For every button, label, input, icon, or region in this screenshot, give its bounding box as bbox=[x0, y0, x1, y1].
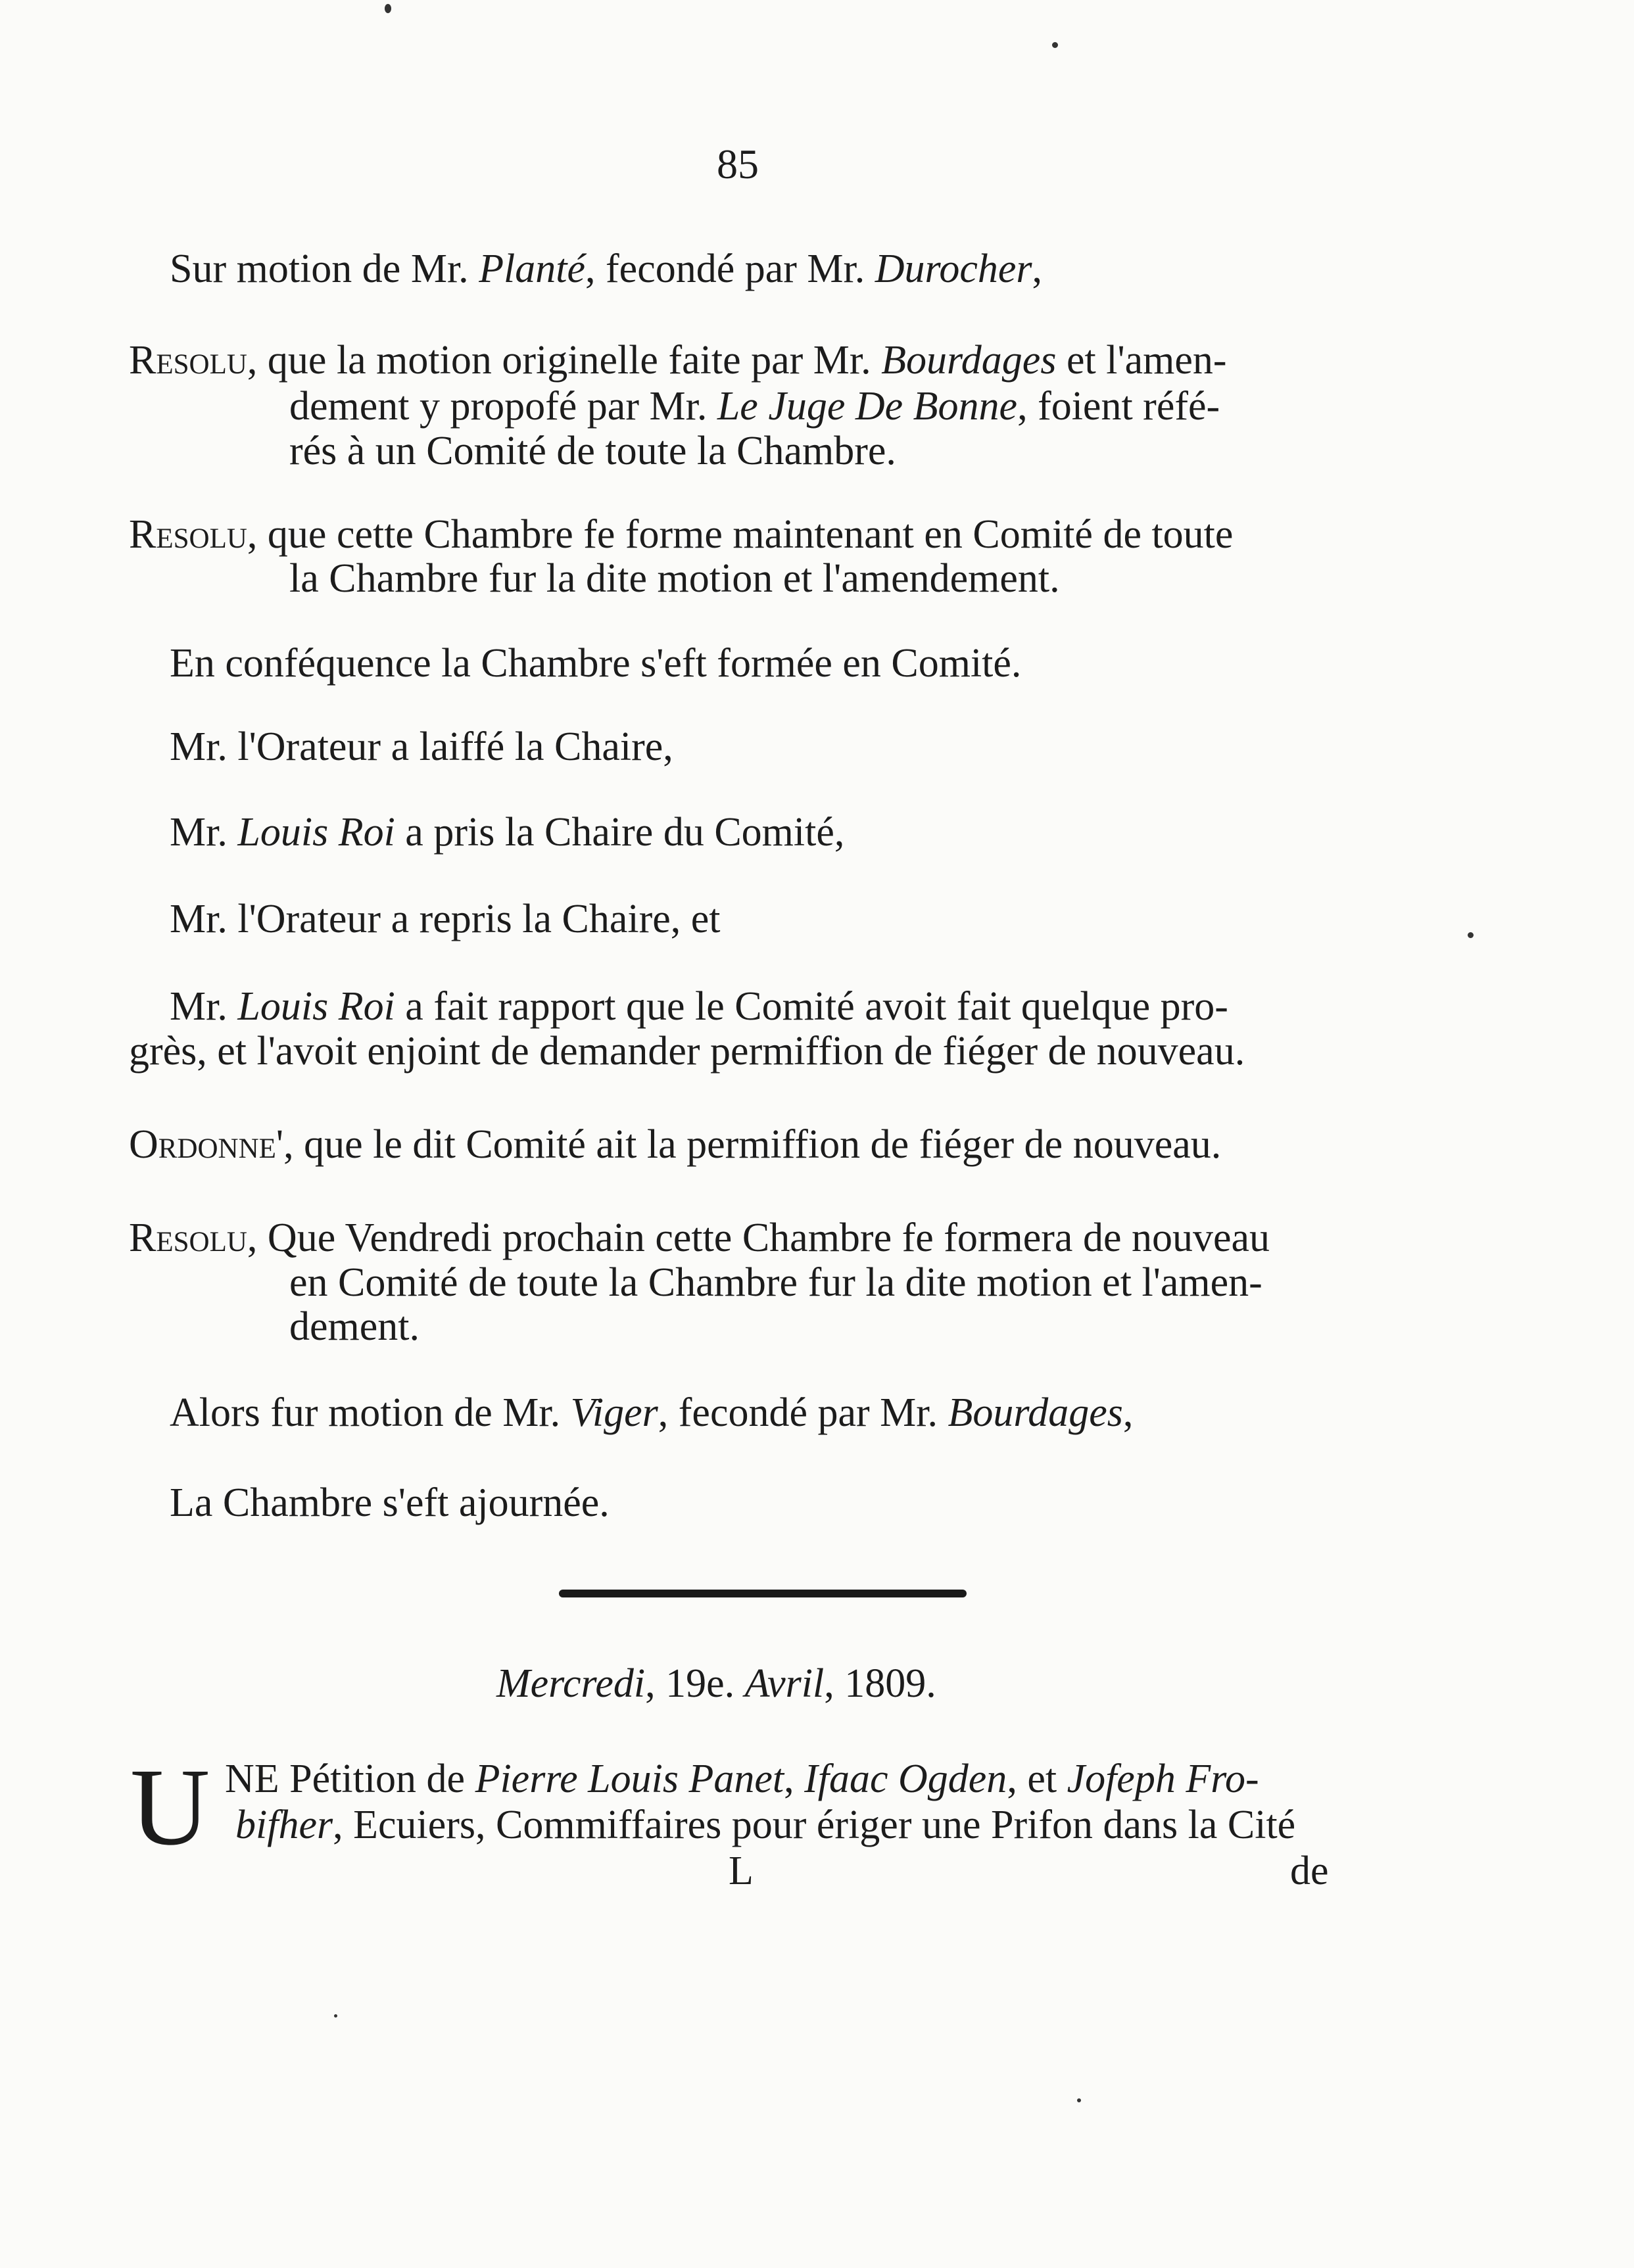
text-line: La Chambre s'eft ajournée. bbox=[170, 1480, 610, 1525]
date-heading: Mercredi, 19e. Avril, 1809. bbox=[496, 1661, 936, 1706]
text-line: Resolu, que cette Chambre fe forme maintenant en Comité de toute bbox=[129, 512, 1234, 557]
drop-cap: U bbox=[130, 1746, 210, 1868]
resolution-label: Resolu bbox=[129, 338, 247, 383]
scan-speck bbox=[1468, 932, 1474, 938]
text-line: En conféquence la Chambre s'eft formée en Comité. bbox=[170, 641, 1022, 686]
text-line: Alors fur motion de Mr. Viger, fecondé par Mr. Bourdages, bbox=[170, 1390, 1134, 1435]
text-line: grès, et l'avoit enjoint de demander permiffion de fiéger de nouveau. bbox=[129, 1029, 1245, 1074]
page-number: 85 bbox=[717, 141, 759, 187]
text-line: la Chambre fur la dite motion et l'amendement. bbox=[289, 556, 1060, 601]
text-line: en Comité de toute la Chambre fur la dite motion et l'amen- bbox=[289, 1260, 1262, 1305]
scan-speck bbox=[334, 2014, 337, 2018]
order-label: Ordonne' bbox=[129, 1122, 284, 1167]
text-line: bifher, Ecuiers, Commiffaires pour ériger une Prifon dans la Cité bbox=[235, 1803, 1296, 1847]
text-line: Sur motion de Mr. Planté, fecondé par Mr. Durocher, bbox=[170, 247, 1043, 291]
text-line: Mr. Louis Roi a fait rapport que le Comité avoit fait quelque pro- bbox=[170, 984, 1228, 1029]
text-line: NE Pétition de Pierre Louis Panet, Ifaac Ogden, et Jofeph Fro- bbox=[225, 1757, 1259, 1801]
scan-speck bbox=[385, 4, 391, 13]
text-line: Mr. l'Orateur a laiffé la Chaire, bbox=[170, 724, 673, 769]
catchword: de bbox=[1290, 1849, 1329, 1893]
text-line: Mr. l'Orateur a repris la Chaire, et bbox=[170, 897, 721, 941]
text-line: dement. bbox=[289, 1304, 420, 1349]
section-rule bbox=[559, 1590, 967, 1597]
resolution-label: Resolu bbox=[129, 1216, 247, 1260]
scan-speck bbox=[1052, 42, 1058, 48]
text-line: dement y propofé par Mr. Le Juge De Bonne, foient réfé- bbox=[289, 384, 1220, 429]
scan-speck bbox=[1077, 2098, 1081, 2102]
text-line: rés à un Comité de toute la Chambre. bbox=[289, 429, 896, 473]
signature-mark: L bbox=[729, 1849, 754, 1893]
text-line: Mr. Louis Roi a pris la Chaire du Comité, bbox=[170, 810, 845, 855]
text-line: Resolu, que la motion originelle faite par Mr. Bourdages et l'amen- bbox=[129, 338, 1227, 383]
resolution-label: Resolu bbox=[129, 512, 247, 557]
text-line: Ordonne', que le dit Comité ait la permiffion de fiéger de nouveau. bbox=[129, 1122, 1222, 1167]
text-line: Resolu, Que Vendredi prochain cette Chambre fe formera de nouveau bbox=[129, 1216, 1270, 1260]
